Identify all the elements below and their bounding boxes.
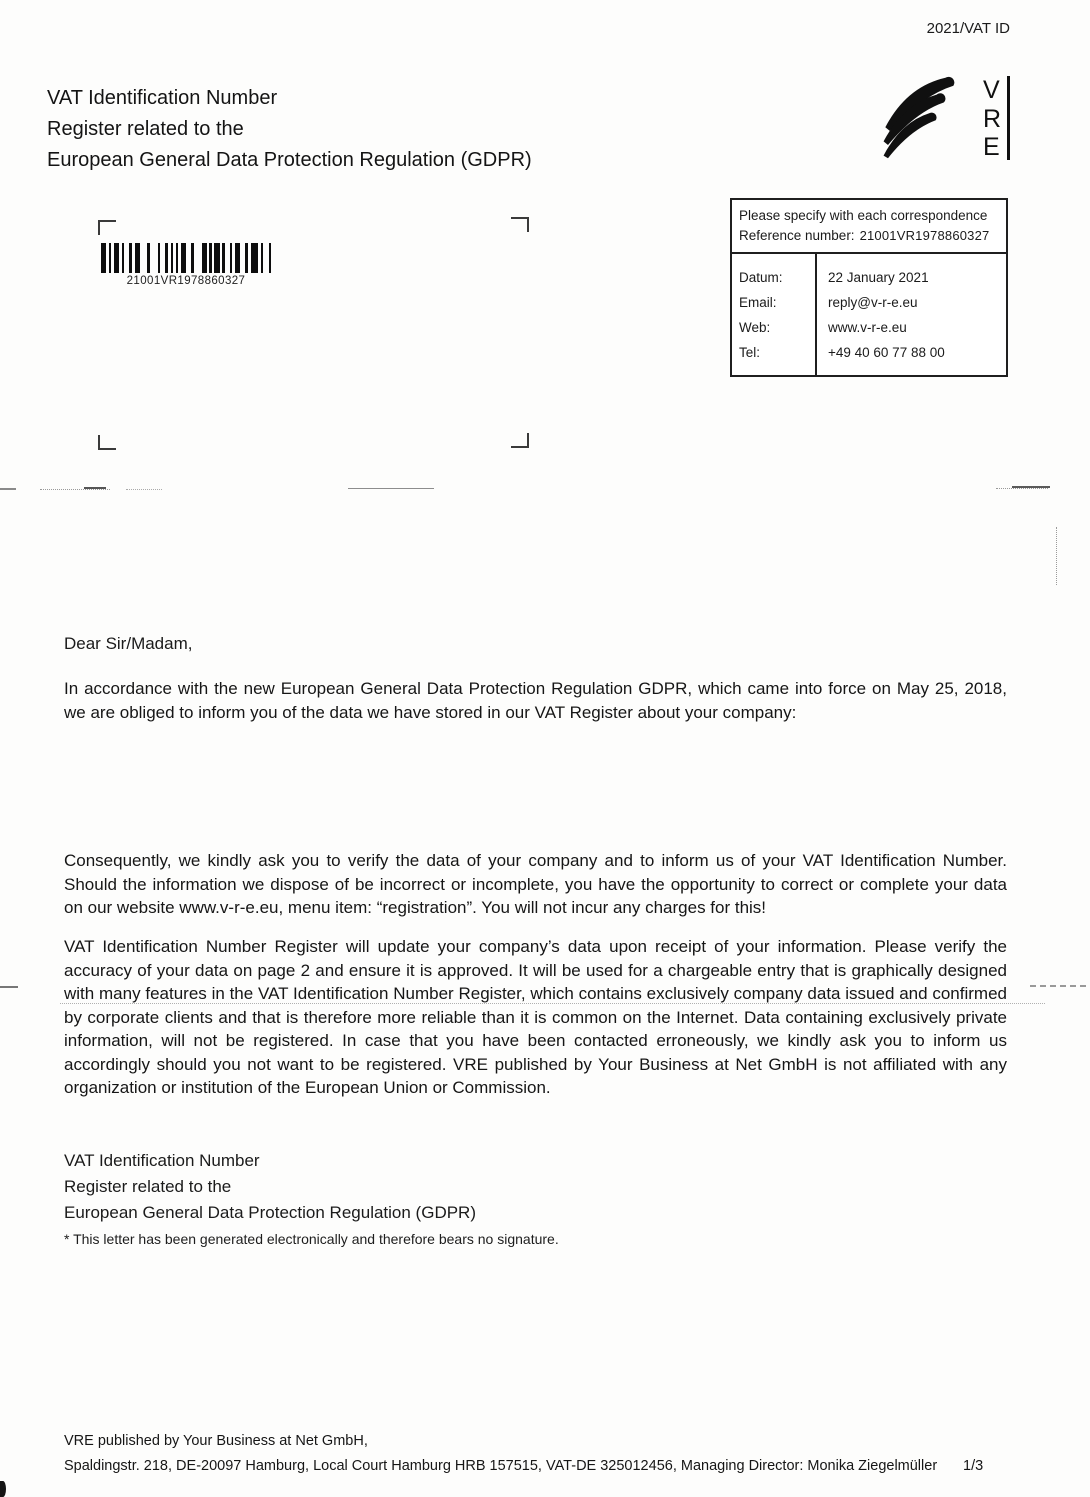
vre-logo	[876, 76, 1010, 162]
scan-artifact-fold-line	[348, 488, 434, 489]
barcode	[101, 243, 271, 287]
scan-artifact-fold-line	[0, 986, 18, 988]
footer-address-row	[64, 1454, 1024, 1479]
web-label: Web:	[739, 320, 771, 335]
scan-artifact-fold-line	[0, 488, 16, 490]
logo-letter-e: E	[983, 133, 1000, 161]
footer	[64, 1429, 1024, 1479]
scan-artifact-fold-line	[1030, 985, 1086, 988]
reference-line	[739, 226, 999, 246]
logo-divider	[1007, 76, 1010, 160]
datum-value: 22 January 2021	[828, 270, 929, 285]
tel-value: +49 40 60 77 88 00	[828, 345, 945, 360]
closing-line: VAT Identification Number	[64, 1151, 260, 1170]
barcode-bar	[269, 243, 272, 273]
closing-line: European General Data Protection Regulation (GDPR)	[64, 1203, 476, 1222]
paragraph-intro: In accordance with the new European General Data Protection Regulation GDPR, which came into force on May 25, 2018, we are obliged to inform you of the data we have stored in our VAT Register about your company:	[64, 679, 1007, 722]
scan-artifact-fold-line	[996, 488, 1048, 490]
correspondence-box-header	[732, 200, 1006, 254]
letterhead-title-line: Register related to the	[47, 118, 244, 140]
barcode-gap	[194, 243, 202, 273]
contact-labels-column	[732, 254, 817, 375]
logo-letter-r: R	[983, 104, 1002, 133]
footer-address-line: Spaldingstr. 218, DE-20097 Hamburg, Local Court Hamburg HRB 157515, VAT-DE 325012456, Managing Director: Monika Ziegelmüller	[64, 1458, 938, 1474]
page-indicator: 1/3	[963, 1458, 984, 1474]
footer-company-line: VRE published by Your Business at Net GmbH,	[64, 1433, 368, 1449]
barcode-number: 21001VR1978860327	[126, 275, 246, 287]
logo-letters	[983, 76, 1001, 162]
doc-type-label: 2021/VAT ID	[926, 20, 1010, 37]
paragraph-verify-request: Consequently, we kindly ask you to verify the data of your company and to inform us of your VAT Identification Number. Should the information we dispose of be incorrect or incomplete, you have the opportunity to correct or complete your data on our website www.v-r-e.eu, menu item: “registration”. You will not incur any charges for this!	[64, 851, 1007, 917]
scan-artifact-vertical-dots	[1056, 527, 1058, 585]
email-value: reply@v-r-e.eu	[828, 295, 918, 310]
logo-swoosh-icon	[876, 76, 976, 160]
correspondence-note: Please specify with each correspondence	[739, 208, 988, 223]
paragraph-register-info: VAT Identification Number Register will update your company’s data upon receipt of your information. Please verify the accuracy of your data on page 2 and ensure it is approved. It will be used for a chargeable entry that is graphically designed with many features in the VAT Identification Number Register, which contains exclusively company data issued and confirmed by corporate clients and that is therefore more reliable than it is common on the Internet. Data containing exclusively private information, will not be registered. In case that you have been contacted erroneously, we kindly ask you to inform us accordingly should you not want to be registered. VRE published by Your Business at Net GmbH is not affiliated with any organization or institution of the European Union or Commission.	[64, 937, 1007, 1097]
address-window-bracket-top-left	[98, 220, 116, 235]
tel-label: Tel:	[739, 345, 761, 360]
scan-artifact-fold-line	[1012, 486, 1050, 488]
address-window-bracket-bottom-left	[98, 435, 116, 450]
web-value: www.v-r-e.eu	[828, 320, 907, 335]
logo-letter-v: V	[983, 76, 1000, 104]
barcode-bars	[101, 243, 271, 273]
correspondence-box	[730, 198, 1008, 377]
barcode-gap	[150, 243, 158, 273]
datum-label: Datum:	[739, 270, 783, 285]
address-window-bracket-top-right	[511, 217, 529, 232]
reference-label: Reference number:	[739, 227, 855, 243]
salutation: Dear Sir/Madam,	[64, 634, 193, 653]
contact-values-column	[817, 254, 1006, 375]
address-window-bracket-bottom-right	[511, 433, 529, 448]
scan-artifact-fold-line	[126, 489, 162, 491]
barcode-bar	[251, 243, 259, 273]
closing-sender-block	[64, 1148, 476, 1226]
signature-footnote: * This letter has been generated electronically and therefore bears no signature.	[64, 1231, 559, 1247]
letterhead-title-line: VAT Identification Number	[47, 87, 278, 109]
correspondence-box-rows	[732, 254, 1006, 375]
scan-artifact-fold-line	[40, 489, 110, 491]
letterhead-title-line: European General Data Protection Regulation (GDPR)	[47, 149, 532, 171]
scan-artifact-fold-line	[84, 487, 106, 489]
letterhead-title	[47, 83, 532, 176]
barcode-gap	[140, 243, 148, 273]
scan-artifact-edge-mark	[0, 1481, 6, 1497]
reference-number: 21001VR1978860327	[859, 227, 990, 243]
email-label: Email:	[739, 295, 777, 310]
closing-line: Register related to the	[64, 1177, 232, 1196]
